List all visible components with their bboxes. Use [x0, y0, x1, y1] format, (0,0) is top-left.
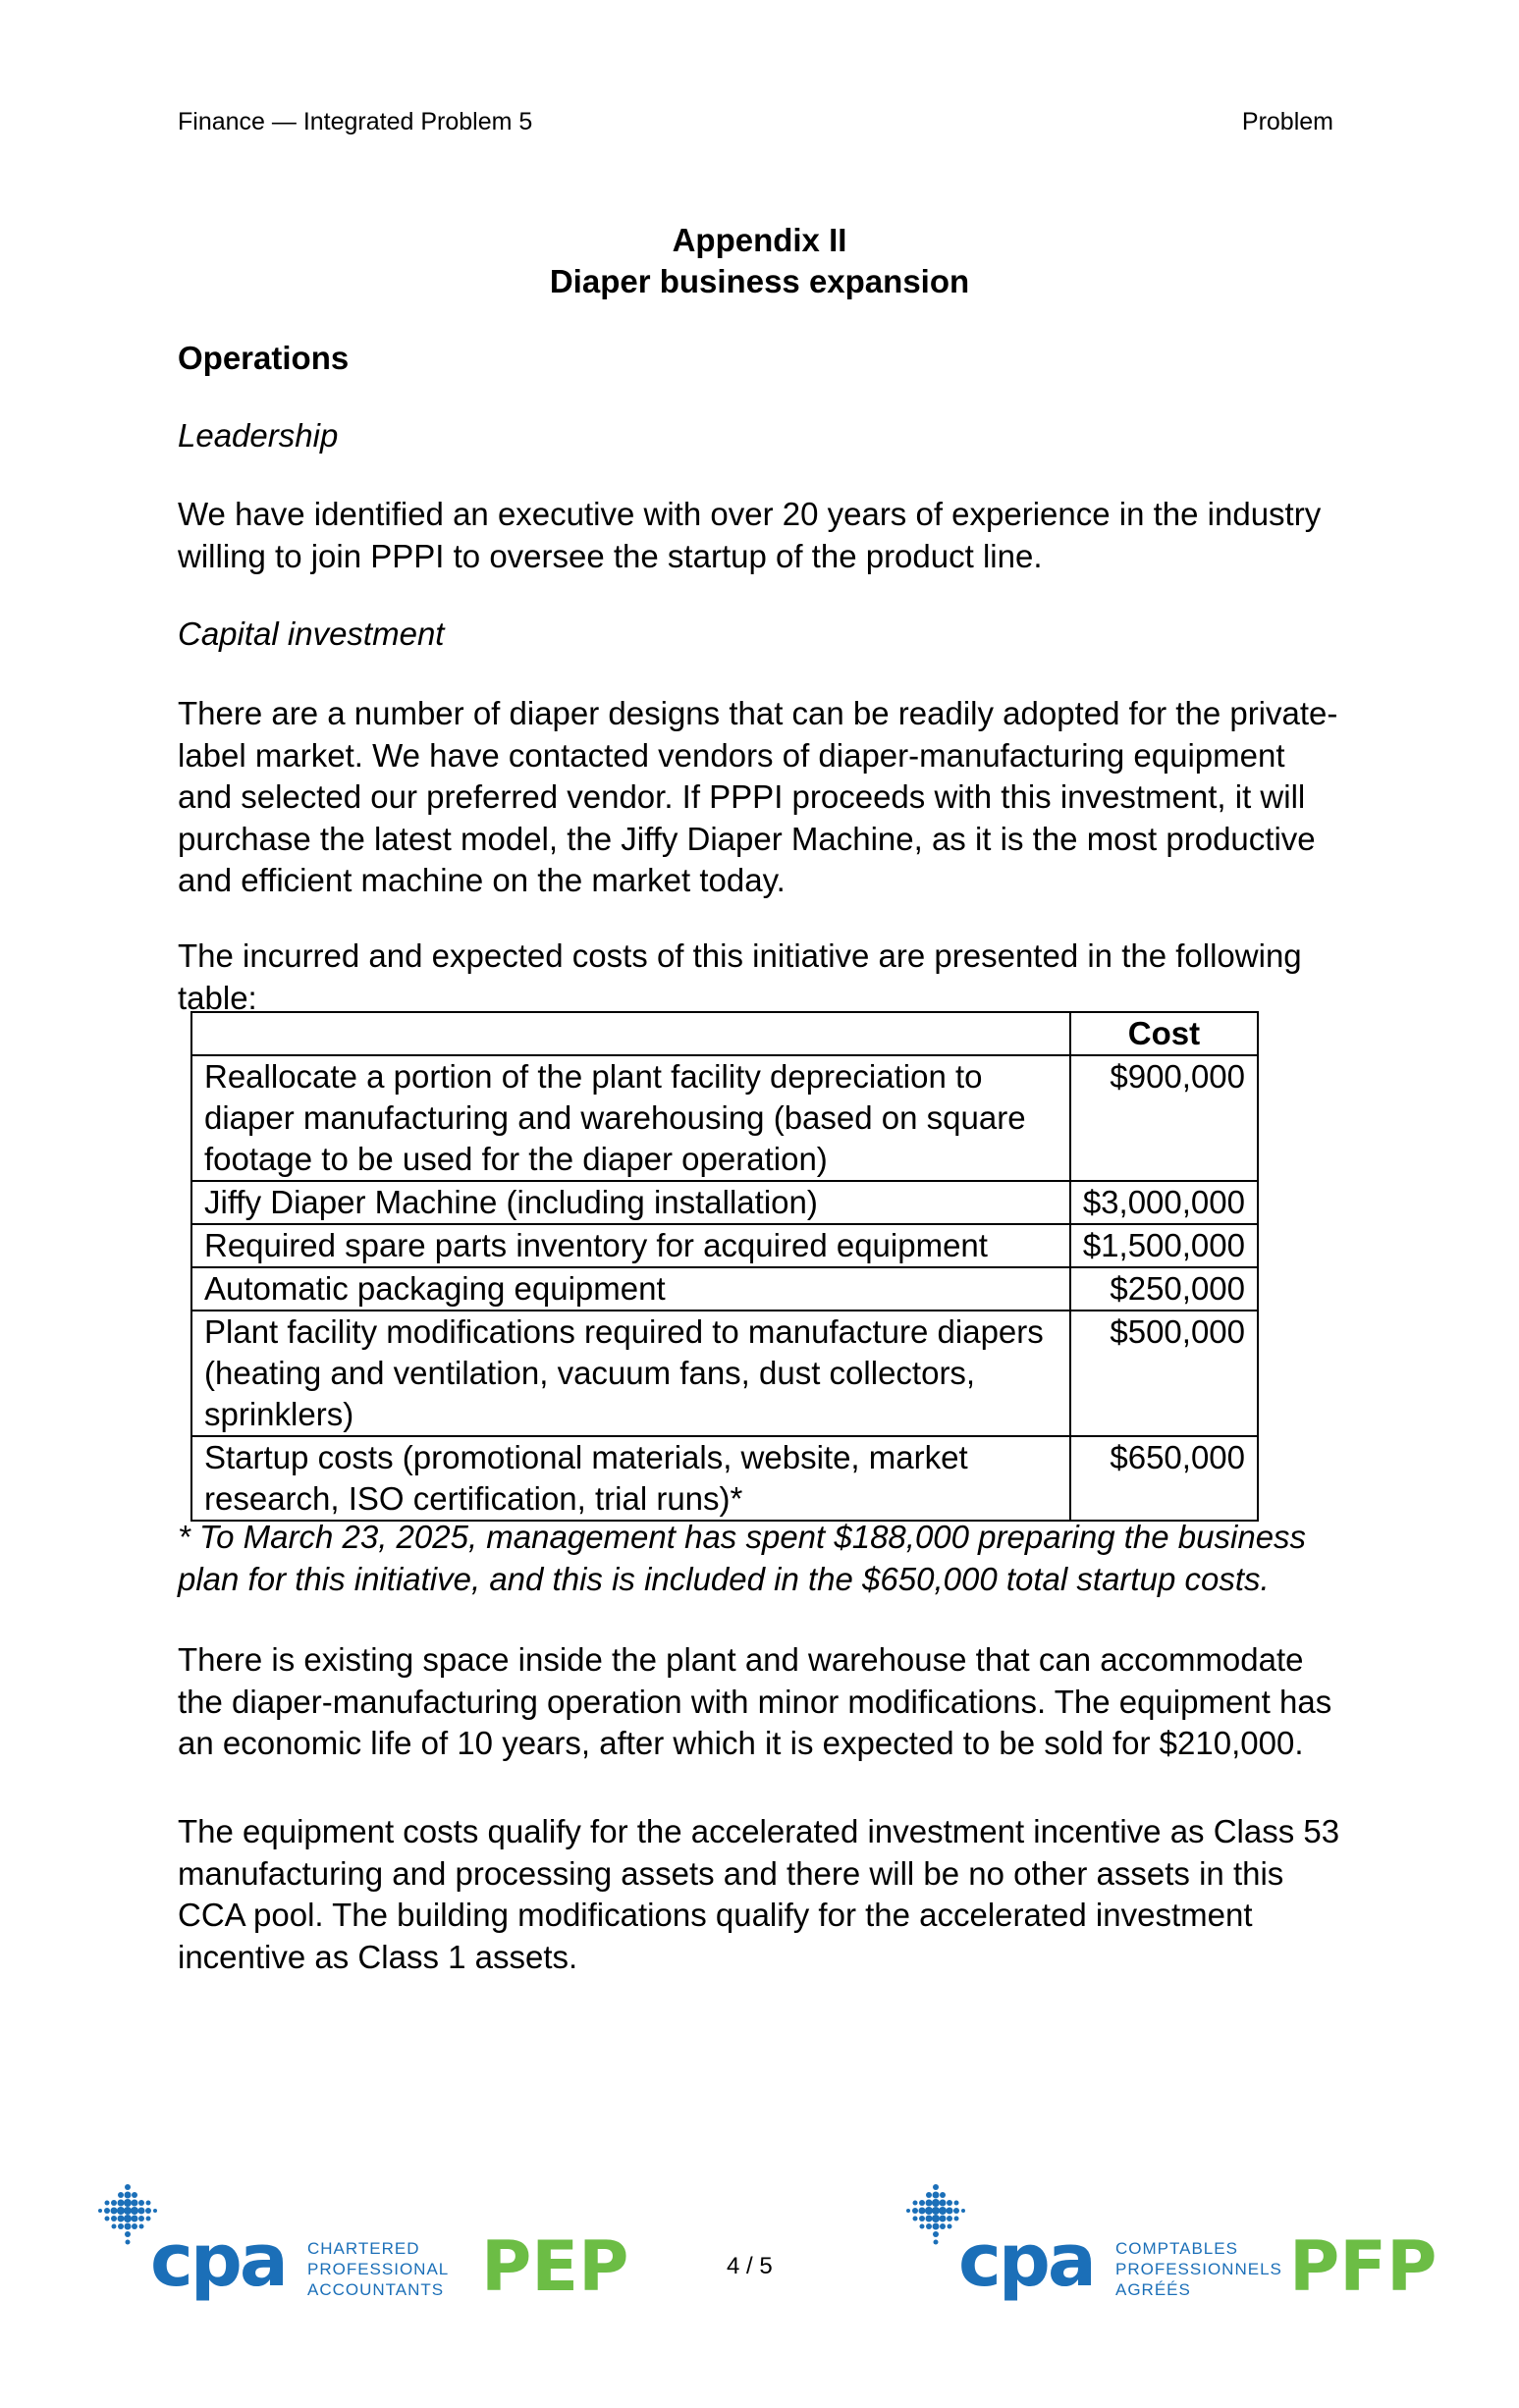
cca-paragraph: The equipment costs qualify for the accelerated investment incentive as Class 53 manufacturing and processing assets and there will be no other assets in this CCA pool. The building modifications qualify for the accelerated investment incentive as Class 1 assets.	[178, 1813, 1340, 1975]
row-item: Required spare parts inventory for acquired equipment	[191, 1224, 1070, 1267]
designation-line: COMPTABLES	[1115, 2239, 1238, 2258]
table-header-row	[191, 1012, 1258, 1055]
designation-line: PROFESSIONAL	[307, 2260, 450, 2278]
program-pfp: PFP	[1289, 2226, 1438, 2307]
capital-heading: Capital investment	[178, 615, 445, 652]
cpa-logo-english	[93, 2179, 629, 2307]
designation-line: PROFESSIONNELS	[1115, 2260, 1282, 2278]
program-pep: PEP	[481, 2226, 629, 2307]
row-cost: $900,000	[1070, 1055, 1258, 1181]
appendix-title: Appendix II	[672, 222, 847, 258]
row-item: Automatic packaging equipment	[191, 1267, 1070, 1311]
leadership-paragraph: We have identified an executive with over 20 years of experience in the industry willing to join PPPI to oversee the startup of the product line.	[178, 496, 1322, 574]
leadership-heading: Leadership	[178, 417, 339, 454]
header-right: Problem	[1241, 108, 1333, 135]
table-row	[191, 1055, 1258, 1181]
table-row	[191, 1224, 1258, 1267]
table-header-cost: Cost	[1070, 1012, 1258, 1055]
row-item: Reallocate a portion of the plant facility depreciation to diaper manufacturing and warehousing (based on square footage to be used for the diaper operation)	[191, 1055, 1070, 1181]
capital-paragraph: There are a number of diaper designs that can be readily adopted for the private-label market. We have contacted vendors of diaper-manufacturing equipment and selected our preferred vendor. If PPPI proceeds with this investment, it will purchase the latest model, the Jiffy Diaper Machine, as it is the most productive and efficient machine on the market today.	[178, 695, 1338, 898]
row-cost: $3,000,000	[1070, 1181, 1258, 1224]
row-cost: $1,500,000	[1070, 1224, 1258, 1267]
table-row	[191, 1436, 1258, 1521]
cpa-wordmark: cpa	[150, 2219, 286, 2303]
page-number: 4 / 5	[727, 2253, 773, 2279]
row-cost: $250,000	[1070, 1267, 1258, 1311]
row-cost: $500,000	[1070, 1311, 1258, 1436]
cpa-logo-french	[901, 2179, 1438, 2307]
page-footer	[0, 2179, 1519, 2317]
cpa-wordmark: cpa	[958, 2219, 1094, 2303]
row-item: Jiffy Diaper Machine (including installation)	[191, 1181, 1070, 1224]
table-header-item	[191, 1012, 1070, 1055]
operations-heading: Operations	[178, 340, 350, 376]
table-row	[191, 1267, 1258, 1311]
designation-line: CHARTERED	[307, 2239, 420, 2258]
header-left: Finance — Integrated Problem 5	[178, 108, 533, 135]
row-item: Plant facility modifications required to manufacture diapers (heating and ventilation, vacuum fans, dust collectors, sprinklers)	[191, 1311, 1070, 1436]
appendix-subtitle: Diaper business expansion	[549, 263, 970, 299]
row-item: Startup costs (promotional materials, website, market research, ISO certification, trial runs)*	[191, 1436, 1070, 1521]
table-row	[191, 1181, 1258, 1224]
cpa-designation-french	[1115, 2238, 1282, 2300]
row-cost: $650,000	[1070, 1436, 1258, 1521]
designation-line: AGRÉÉS	[1115, 2280, 1191, 2299]
table-row	[191, 1311, 1258, 1436]
space-paragraph: There is existing space inside the plant and warehouse that can accommodate the diaper-manufacturing operation with minor modifications. The equipment has an economic life of 10 years, after which it is expected to be sold for $210,000.	[178, 1641, 1332, 1761]
table-intro: The incurred and expected costs of this initiative are presented in the following table:	[178, 937, 1302, 1016]
cost-table	[190, 1011, 1259, 1522]
designation-line: ACCOUNTANTS	[307, 2280, 445, 2299]
table-footnote: * To March 23, 2025, management has spent $188,000 preparing the business plan for this initiative, and this is included in the $650,000 total startup costs.	[178, 1519, 1307, 1597]
cpa-designation-english	[307, 2238, 449, 2300]
